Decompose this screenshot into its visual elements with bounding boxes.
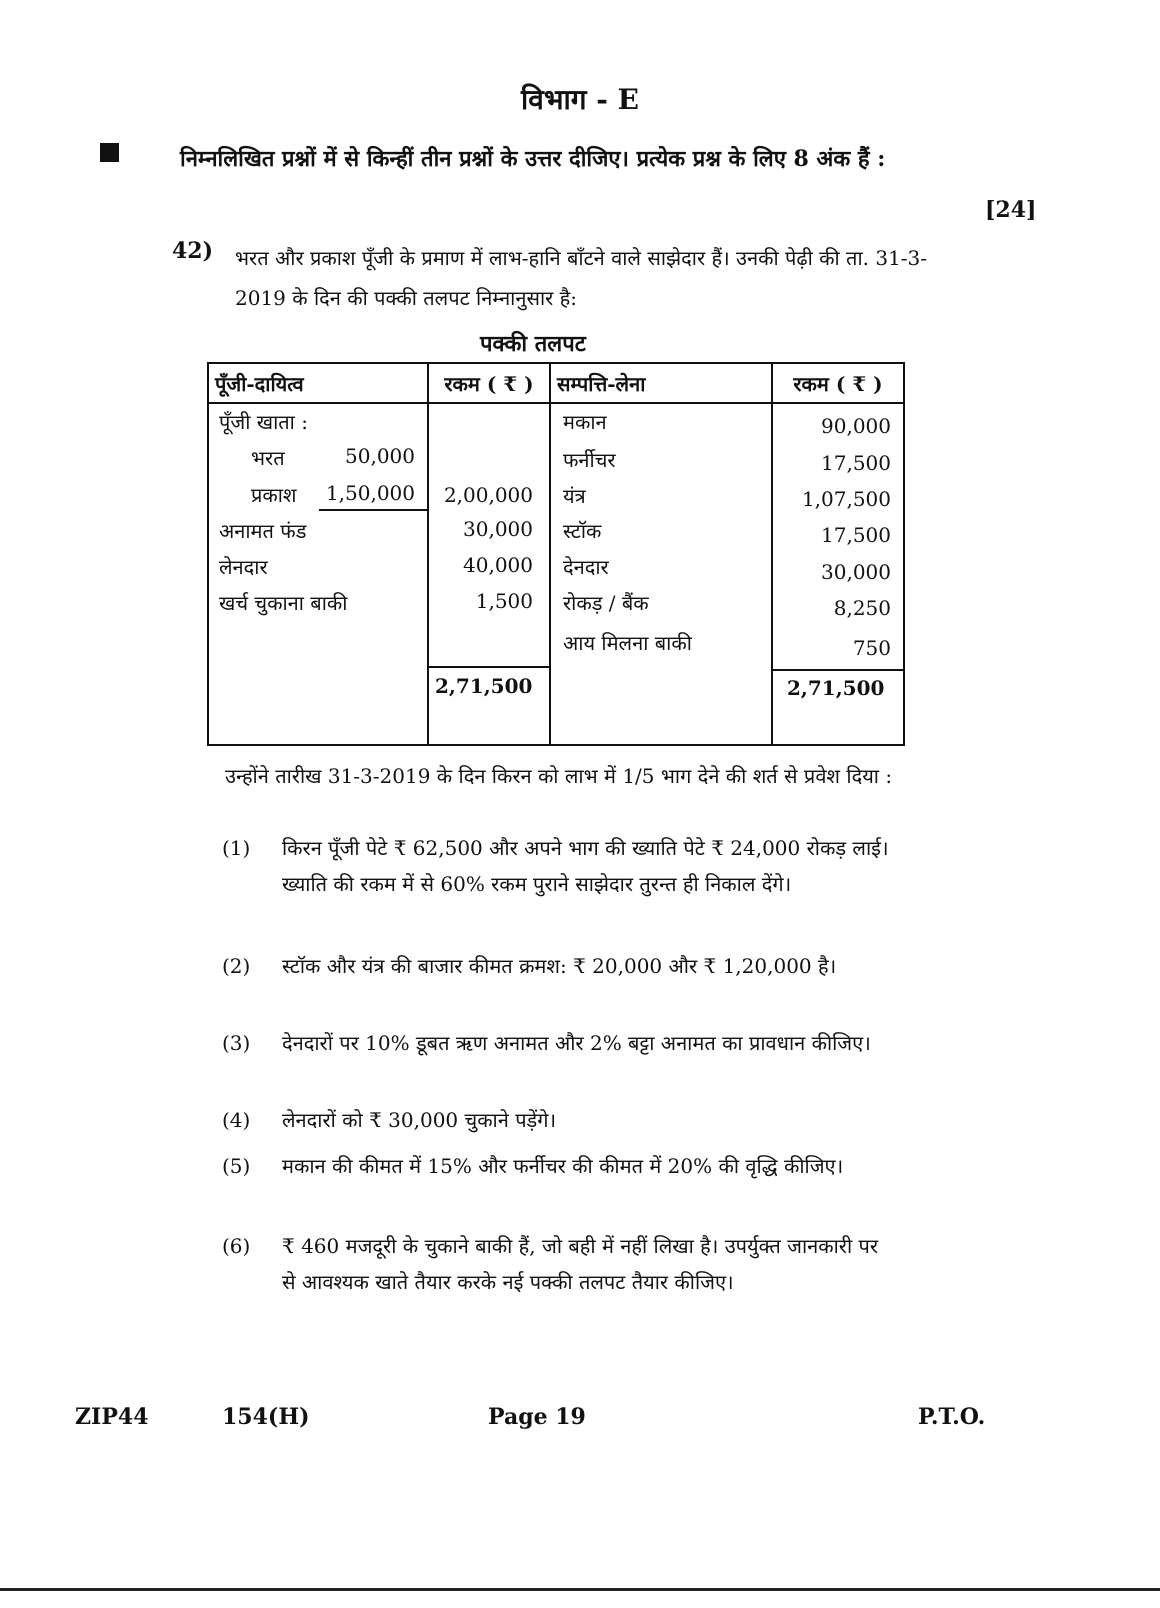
asset-name: फर्नीचर (563, 448, 616, 472)
asset-name: यंत्र (563, 484, 586, 508)
condition-text: किरन पूँजी पेटे ₹ 62,500 और अपने भाग की ख्याति पेटे ₹ 24,000 रोकड़ लाई। ख्याति की रकम में से 60% रकम पुराने साझेदार तुरन्त ही निकाल देंगे। (282, 836, 889, 896)
condition-number: (2) (222, 954, 251, 978)
asset-name: आय मिलना बाकी (563, 631, 692, 655)
scan-edge-line (0, 1588, 1160, 1591)
total-rule (429, 666, 549, 668)
total-rule (773, 669, 903, 671)
footer-pto: P.T.O. (918, 1404, 986, 1430)
liability-amount: 30,000 (463, 517, 533, 541)
question-number: 42) (172, 238, 214, 264)
condition-number: (5) (222, 1154, 251, 1178)
condition-text: देनदारों पर 10% डूबत ऋण अनामत और 2% बट्टा अनामत का प्रावधान कीजिए। (282, 1031, 871, 1055)
balance-sheet-table (207, 362, 905, 746)
table-header-row (208, 363, 904, 403)
partner-name: प्रकाश (251, 483, 297, 507)
marks-label: [24] (985, 197, 1037, 223)
assets-total: 2,71,500 (787, 676, 885, 700)
asset-name: मकान (563, 410, 607, 434)
asset-amount: 750 (852, 636, 891, 660)
condition-number: (3) (222, 1031, 251, 1055)
condition-text: ₹ 460 मजदूरी के चुकाने बाकी हैं, जो बही में नहीं लिखा है। उपर्युक्त जानकारी पर से आवश्यक खाते तैयार करके नई पक्की तलपट तैयार कीजिए। (282, 1234, 879, 1294)
liability-name: खर्च चुकाना बाकी (219, 591, 348, 615)
partner-name: भरत (251, 446, 285, 470)
liability-name: अनामत फंड (219, 519, 307, 543)
header-assets: सम्पत्ति-लेना (550, 363, 772, 403)
header-liabilities-amount: रकम ( ₹ ) (428, 363, 550, 403)
condition-number: (1) (222, 836, 251, 860)
header-assets-amount: रकम ( ₹ ) (772, 363, 904, 403)
admission-intro: उन्होंने तारीख 31-3-2019 के दिन किरन को लाभ में 1/5 भाग देने की शर्त से प्रवेश दिया : (225, 764, 893, 788)
asset-name: रोकड़ / बैंक (563, 591, 649, 615)
liabilities-column (209, 404, 427, 744)
condition-text: स्टॉक और यंत्र की बाजार कीमत क्रमश: ₹ 20,000 और ₹ 1,20,000 है। (282, 954, 837, 978)
instruction-text: निम्नलिखित प्रश्नों में से किन्हीं तीन प्रश्नों के उत्तर दीजिए। प्रत्येक प्रश्न के लिए 8 अंक हैं : (180, 146, 886, 172)
asset-amount: 1,07,500 (801, 487, 891, 511)
footer-page-number: Page 19 (488, 1404, 586, 1430)
partner-capital: 50,000 (345, 444, 415, 468)
condition-text: मकान की कीमत में 15% और फर्नीचर की कीमत में 20% की वृद्धि कीजिए। (282, 1154, 844, 1178)
condition-number: (6) (222, 1234, 251, 1258)
partner-capital: 1,50,000 (325, 481, 415, 505)
asset-amount: 30,000 (821, 560, 891, 584)
question-text: भरत और प्रकाश पूँजी के प्रमाण में लाभ-हानि बाँटने वाले साझेदार हैं। उनकी पेढ़ी की ता. 31-3-2019 के दिन की पक्की तलपट निम्नानुसार है: (235, 246, 928, 310)
liability-amount: 1,500 (475, 589, 533, 613)
asset-amount: 8,250 (833, 596, 891, 620)
capital-account-label: पूँजी खाता : (219, 410, 308, 434)
assets-column (551, 404, 771, 744)
header-liabilities: पूँजी-दायित्व (208, 363, 428, 403)
liabilities-amount-column (429, 404, 549, 744)
capital-total: 2,00,000 (443, 483, 533, 507)
footer-paper: 154(H) (222, 1404, 310, 1430)
balance-sheet-title: पक्की तलपट (480, 331, 586, 357)
liability-name: लेनदार (219, 555, 268, 579)
condition-text: लेनदारों को ₹ 30,000 चुकाने पड़ेंगे। (282, 1108, 557, 1132)
asset-amount: 90,000 (821, 414, 891, 438)
assets-amount-column (773, 404, 903, 744)
subtotal-underline (319, 509, 427, 511)
asset-name: देनदार (563, 555, 609, 579)
condition-number: (4) (222, 1108, 251, 1132)
asset-amount: 17,500 (821, 451, 891, 475)
table-body-row (208, 403, 904, 745)
asset-amount: 17,500 (821, 523, 891, 547)
footer-code: ZIP44 (75, 1404, 149, 1430)
liability-amount: 40,000 (463, 553, 533, 577)
liabilities-total: 2,71,500 (435, 674, 533, 698)
asset-name: स्टॉक (563, 519, 602, 543)
bullet-square-icon (100, 143, 119, 162)
section-title: विभाग - E (521, 83, 639, 116)
